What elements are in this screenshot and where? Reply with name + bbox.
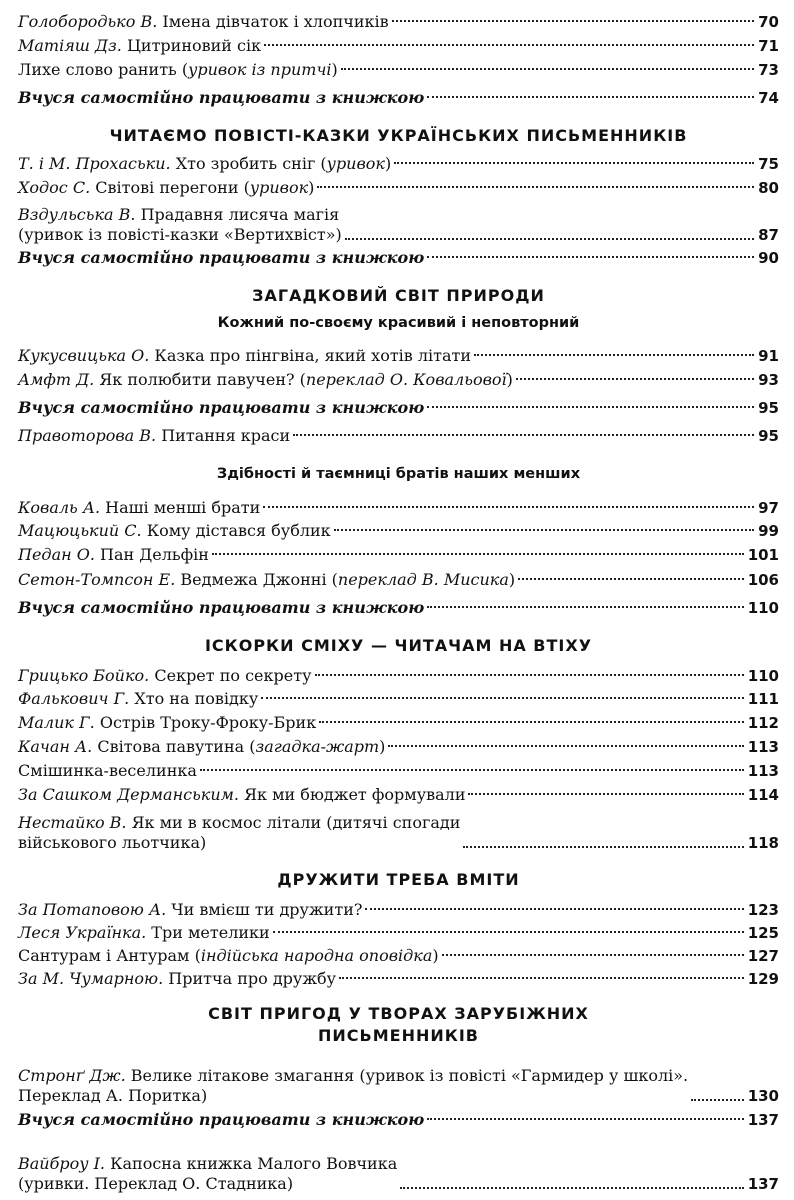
toc-entry xyxy=(18,785,779,805)
section-heading: ДРУЖИТИ ТРЕБА ВМІТИ xyxy=(277,870,520,889)
page-number: 137 xyxy=(747,1175,779,1193)
dot-leader xyxy=(427,96,754,98)
toc-entry xyxy=(18,36,779,56)
section-heading: ПИСЬМЕННИКІВ xyxy=(318,1026,479,1045)
page-number: 75 xyxy=(758,155,779,173)
dot-leader xyxy=(263,506,754,508)
dot-leader xyxy=(388,745,743,747)
entry-label: Вчуся самостійно працювати з книжкою xyxy=(18,398,425,417)
entry-note: переклад В. Мисика xyxy=(337,570,509,589)
entry-line-2: військового льотчика) xyxy=(18,833,207,852)
entry-line-2: (уривки. Переклад О. Стадника) xyxy=(18,1174,294,1193)
page-number: 113 xyxy=(747,762,779,780)
entry-author: Матіяш Дз. xyxy=(18,36,122,55)
entry-author: Правоторова В. xyxy=(18,426,157,445)
entry-title: Імена дівчаток і хлопчиків xyxy=(157,12,389,31)
dot-leader xyxy=(400,1187,743,1189)
entry-author: Нестайко В. xyxy=(18,813,127,832)
dot-leader xyxy=(212,553,744,555)
entry-author: Педан О. xyxy=(18,545,95,564)
toc-entry xyxy=(18,689,779,709)
dot-leader xyxy=(468,793,743,795)
section-heading: ЧИТАЄМО ПОВІСТІ-КАЗКИ УКРАЇНСЬКИХ ПИСЬМЕННИКІВ xyxy=(109,126,688,145)
dot-leader xyxy=(200,769,744,771)
page-number: 113 xyxy=(747,738,779,756)
entry-text xyxy=(18,666,312,686)
entry-author: Малик Г. xyxy=(18,713,95,732)
entry-label: Вчуся самостійно працювати з книжкою xyxy=(18,1110,425,1129)
entry-title: Ведмежа Джонні ( xyxy=(175,570,338,589)
page-number: 99 xyxy=(758,522,779,540)
entry-text xyxy=(18,946,439,966)
page-number: 114 xyxy=(747,786,779,804)
entry-tail: ) xyxy=(379,737,386,756)
toc-entry xyxy=(18,923,779,943)
page-number: 71 xyxy=(758,37,779,55)
entry-title: Чи вмієш ти дружити? xyxy=(166,900,363,919)
entry-title: Цитриновий сік xyxy=(121,36,262,55)
entry-text xyxy=(18,60,338,80)
entry-text xyxy=(18,737,385,757)
entry-text xyxy=(18,1154,397,1194)
entry-text xyxy=(18,370,513,390)
entry-label: Вчуся самостійно працювати з книжкою xyxy=(18,88,425,107)
entry-label: Вчуся самостійно працювати з книжкою xyxy=(18,248,425,267)
toc-entry-self-study xyxy=(18,248,779,268)
toc-entry xyxy=(18,570,779,590)
dot-leader xyxy=(264,44,754,46)
toc-entry xyxy=(18,545,779,565)
toc-entry xyxy=(18,1150,779,1194)
page-number: 74 xyxy=(758,89,779,107)
entry-title: Кому дістався бублик xyxy=(141,521,331,540)
dot-leader xyxy=(341,68,754,70)
entry-text xyxy=(18,12,389,32)
entry-note: переклад О. Ковальової xyxy=(305,370,507,389)
entry-line-1 xyxy=(18,1066,688,1086)
dot-leader xyxy=(427,606,743,608)
page-number: 112 xyxy=(747,714,779,732)
page-number: 106 xyxy=(747,571,779,589)
section-heading: ЗАГАДКОВИЙ СВІТ ПРИРОДИ xyxy=(252,286,545,305)
toc-entry xyxy=(18,346,779,366)
section-heading: СВІТ ПРИГОД У ТВОРАХ ЗАРУБІЖНИХ xyxy=(208,1004,589,1023)
entry-tail: ) xyxy=(508,570,516,589)
entry-author: Фалькович Г. xyxy=(18,689,130,708)
page-number: 91 xyxy=(758,347,779,365)
page-number: 111 xyxy=(747,690,779,708)
entry-text xyxy=(18,521,331,541)
toc-entry xyxy=(18,426,779,446)
entry-line-1 xyxy=(18,1154,397,1174)
dot-leader xyxy=(392,20,755,22)
subsection-heading: Кожний по-своєму красивий і неповторний xyxy=(217,315,580,331)
entry-text xyxy=(18,154,391,174)
toc-entry xyxy=(18,809,779,853)
dot-leader xyxy=(273,931,744,933)
entry-line-1 xyxy=(18,813,460,833)
dot-leader xyxy=(427,1118,743,1120)
page-number: 110 xyxy=(747,667,779,685)
dot-leader xyxy=(339,977,744,979)
dot-leader xyxy=(315,674,744,676)
entry-text xyxy=(18,900,362,920)
entry-author: За М. Чумарною. xyxy=(18,969,164,988)
toc-entry xyxy=(18,946,779,966)
entry-author: За Потаповою А. xyxy=(18,900,167,919)
entry-author: Т. і М. Прохаськи. xyxy=(18,154,171,173)
subsection-heading: Здібності й таємниці братів наших менших xyxy=(216,466,581,482)
entry-title: Притча про дружбу xyxy=(163,969,337,988)
entry-tail: ) xyxy=(506,370,513,389)
entry-author: Сетон-Томпсон Е. xyxy=(18,570,176,589)
entry-author: Стронґ Дж. xyxy=(18,1066,126,1085)
entry-title: Пан Дельфін xyxy=(94,545,209,564)
toc-entry xyxy=(18,178,779,198)
page-number: 70 xyxy=(758,13,779,31)
entry-title: Капосна книжка Малого Вовчика xyxy=(105,1154,398,1173)
dot-leader xyxy=(442,954,744,956)
entry-author: Вздульська В. xyxy=(18,205,136,224)
dot-leader xyxy=(474,354,754,356)
toc-entry xyxy=(18,370,779,390)
entry-text xyxy=(18,545,209,565)
entry-title: Лихе слово ранить ( xyxy=(18,60,189,79)
entry-title: Острів Троку-Фроку-Брик xyxy=(94,713,317,732)
toc-entry xyxy=(18,60,779,80)
page-number: 130 xyxy=(747,1087,779,1105)
entry-author: Грицько Бойко. xyxy=(18,666,150,685)
entry-title: Як ми в космос літали (дитячі спогади xyxy=(126,813,461,832)
entry-line-2: (уривок із повісті-казки «Вертихвіст») xyxy=(18,225,342,244)
entry-tail: ) xyxy=(432,946,439,965)
entry-title: Смішинка-веселинка xyxy=(18,761,197,780)
page-number: 123 xyxy=(747,901,779,919)
entry-text xyxy=(18,426,290,446)
page-number: 73 xyxy=(758,61,779,79)
toc-entry-self-study xyxy=(18,598,779,618)
entry-text xyxy=(18,36,261,56)
page-number: 127 xyxy=(747,947,779,965)
entry-text xyxy=(18,498,260,518)
dot-leader xyxy=(334,529,754,531)
toc-entry-self-study xyxy=(18,1110,779,1130)
toc-entry-self-study xyxy=(18,88,779,108)
dot-leader xyxy=(427,256,754,258)
toc-entry xyxy=(18,761,779,781)
toc-entry xyxy=(18,969,779,989)
entry-note: уривок xyxy=(326,154,385,173)
entry-title: Наші менші брати xyxy=(100,498,261,517)
entry-title: Світова павутина ( xyxy=(92,737,256,756)
toc-entry xyxy=(18,12,779,32)
entry-line-2: Переклад А. Поритка) xyxy=(18,1086,208,1105)
dot-leader xyxy=(345,238,754,240)
entry-author: Качан А. xyxy=(18,737,93,756)
entry-author: Вайброу І. xyxy=(18,1154,106,1173)
entry-title: Казка про пінгвіна, який хотів літати xyxy=(149,346,472,365)
toc-entry xyxy=(18,498,779,518)
entry-author: Леся Українка. xyxy=(18,923,147,942)
toc-entry xyxy=(18,154,779,174)
entry-note: загадка-жарт xyxy=(255,737,380,756)
dot-leader xyxy=(691,1099,744,1101)
entry-title: Хто на повідку xyxy=(129,689,259,708)
entry-text xyxy=(18,346,471,366)
entry-author: Коваль А. xyxy=(18,498,101,517)
entry-tail: ) xyxy=(384,154,392,173)
page-number: 95 xyxy=(758,427,779,445)
toc-entry xyxy=(18,900,779,920)
entry-author: Ходос С. xyxy=(18,178,91,197)
entry-text xyxy=(18,813,460,853)
toc-entry xyxy=(18,201,779,245)
entry-author: Кукусвицька О. xyxy=(18,346,150,365)
toc-entry xyxy=(18,1062,779,1106)
entry-text xyxy=(18,205,342,245)
entry-note: індійська народна оповідка xyxy=(200,946,433,965)
toc-entry xyxy=(18,713,779,733)
dot-leader xyxy=(427,406,754,408)
entry-text xyxy=(18,969,336,989)
entry-title: Як полюбити павучен? ( xyxy=(94,370,306,389)
entry-text xyxy=(18,785,465,805)
page-number: 118 xyxy=(747,834,779,852)
dot-leader xyxy=(518,578,744,580)
entry-author: Амфт Д. xyxy=(18,370,95,389)
dot-leader xyxy=(365,908,743,910)
entry-text xyxy=(18,689,258,709)
entry-text xyxy=(18,1066,688,1106)
section-heading: ІСКОРКИ СМІХУ — ЧИТАЧАМ НА ВТІХУ xyxy=(204,636,593,655)
entry-title: Три метелики xyxy=(146,923,270,942)
toc-entry xyxy=(18,737,779,757)
toc-entry xyxy=(18,666,779,686)
entry-tail: ) xyxy=(331,60,338,79)
dot-leader xyxy=(293,434,754,436)
page-number: 87 xyxy=(758,226,779,244)
page-number: 93 xyxy=(758,371,779,389)
entry-line-1 xyxy=(18,205,342,225)
entry-label: Вчуся самостійно працювати з книжкою xyxy=(18,598,425,617)
page-number: 101 xyxy=(747,546,779,564)
entry-title: Світові перегони ( xyxy=(90,178,250,197)
page-number: 129 xyxy=(747,970,779,988)
dot-leader xyxy=(463,846,743,848)
page-number: 90 xyxy=(758,249,779,267)
entry-title: Секрет по секрету xyxy=(149,666,312,685)
entry-title: Сантурам і Антурам ( xyxy=(18,946,201,965)
entry-note: уривок xyxy=(249,178,309,197)
dot-leader xyxy=(261,697,743,699)
entry-author: Мацюцький С. xyxy=(18,521,142,540)
entry-title: Хто зробить сніг ( xyxy=(170,154,327,173)
dot-leader xyxy=(319,721,743,723)
entry-note: уривок із притчі xyxy=(188,60,332,79)
entry-tail: ) xyxy=(308,178,315,197)
toc-entry xyxy=(18,521,779,541)
entry-text xyxy=(18,761,197,781)
page-number: 80 xyxy=(758,179,779,197)
dot-leader xyxy=(317,186,754,188)
entry-title: Велике літакове змагання (уривок із повісті «Гармидер у школі». xyxy=(125,1066,689,1085)
entry-text xyxy=(18,178,314,198)
entry-text xyxy=(18,570,515,590)
entry-text xyxy=(18,923,270,943)
page-number: 125 xyxy=(747,924,779,942)
entry-title: Питання краси xyxy=(156,426,291,445)
entry-author: За Сашком Дерманським. xyxy=(18,785,240,804)
entry-title: Як ми бюджет формували xyxy=(239,785,466,804)
page-number: 97 xyxy=(758,499,779,517)
toc-entry-self-study xyxy=(18,398,779,418)
dot-leader xyxy=(394,162,754,164)
entry-text xyxy=(18,713,316,733)
entry-title: Прадавня лисяча магія xyxy=(135,205,340,224)
page-number: 110 xyxy=(747,599,779,617)
page-number: 137 xyxy=(747,1111,779,1129)
page-number: 95 xyxy=(758,399,779,417)
entry-author: Голобородько В. xyxy=(18,12,158,31)
dot-leader xyxy=(516,378,754,380)
